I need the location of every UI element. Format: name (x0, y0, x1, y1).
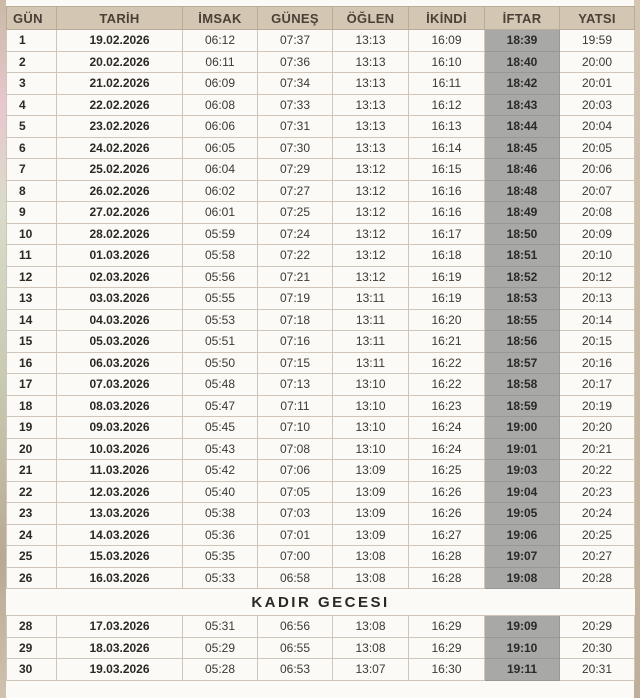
cell-gun: 14 (7, 309, 57, 331)
cell-oglen: 13:08 (333, 546, 409, 568)
cell-gunes: 07:19 (258, 288, 333, 310)
cell-tarih: 04.03.2026 (57, 309, 183, 331)
cell-ikindi: 16:27 (409, 524, 485, 546)
cell-gun: 10 (7, 223, 57, 245)
cell-ikindi: 16:22 (409, 374, 485, 396)
cell-ikindi: 16:20 (409, 309, 485, 331)
table-row (7, 288, 635, 310)
cell-gun: 7 (7, 159, 57, 181)
cell-gunes: 06:55 (258, 637, 333, 659)
cell-iftar: 18:44 (485, 116, 560, 138)
cell-gunes: 07:11 (258, 395, 333, 417)
cell-ikindi: 16:24 (409, 417, 485, 439)
cell-oglen: 13:08 (333, 616, 409, 638)
table-row (7, 481, 635, 503)
cell-iftar: 18:56 (485, 331, 560, 353)
cell-iftar: 18:39 (485, 30, 560, 52)
kadir-gecesi-label: KADIR GECESI (7, 589, 635, 616)
kadir-gecesi-row (7, 589, 635, 616)
cell-imsak: 05:29 (183, 637, 258, 659)
cell-gunes: 07:34 (258, 73, 333, 95)
table-row (7, 567, 635, 589)
table-row (7, 266, 635, 288)
cell-gunes: 07:29 (258, 159, 333, 181)
cell-yatsi: 20:00 (560, 51, 635, 73)
cell-gun: 23 (7, 503, 57, 525)
header-imsak: İMSAK (183, 7, 258, 30)
cell-yatsi: 20:29 (560, 616, 635, 638)
cell-oglen: 13:13 (333, 51, 409, 73)
cell-yatsi: 20:23 (560, 481, 635, 503)
cell-tarih: 12.03.2026 (57, 481, 183, 503)
cell-imsak: 05:43 (183, 438, 258, 460)
table-body (7, 30, 635, 681)
cell-imsak: 05:42 (183, 460, 258, 482)
cell-tarih: 16.03.2026 (57, 567, 183, 589)
cell-oglen: 13:11 (333, 352, 409, 374)
cell-iftar: 18:40 (485, 51, 560, 73)
cell-ikindi: 16:10 (409, 51, 485, 73)
cell-tarih: 11.03.2026 (57, 460, 183, 482)
cell-oglen: 13:10 (333, 438, 409, 460)
cell-tarih: 25.02.2026 (57, 159, 183, 181)
cell-tarih: 15.03.2026 (57, 546, 183, 568)
cell-iftar: 18:45 (485, 137, 560, 159)
cell-tarih: 27.02.2026 (57, 202, 183, 224)
cell-imsak: 05:28 (183, 659, 258, 681)
cell-gun: 21 (7, 460, 57, 482)
header-tarih: TARİH (57, 7, 183, 30)
cell-gun: 18 (7, 395, 57, 417)
cell-yatsi: 20:24 (560, 503, 635, 525)
cell-iftar: 19:08 (485, 567, 560, 589)
cell-iftar: 18:46 (485, 159, 560, 181)
table-row (7, 51, 635, 73)
cell-ikindi: 16:12 (409, 94, 485, 116)
cell-gun: 13 (7, 288, 57, 310)
cell-yatsi: 20:31 (560, 659, 635, 681)
table-row (7, 245, 635, 267)
cell-imsak: 06:05 (183, 137, 258, 159)
cell-iftar: 19:09 (485, 616, 560, 638)
cell-tarih: 21.02.2026 (57, 73, 183, 95)
cell-gun: 29 (7, 637, 57, 659)
cell-iftar: 19:10 (485, 637, 560, 659)
cell-yatsi: 20:03 (560, 94, 635, 116)
cell-ikindi: 16:16 (409, 202, 485, 224)
cell-oglen: 13:11 (333, 309, 409, 331)
header-oglen: ÖĞLEN (333, 7, 409, 30)
header-ikindi: İKİNDİ (409, 7, 485, 30)
cell-tarih: 28.02.2026 (57, 223, 183, 245)
cell-gunes: 07:13 (258, 374, 333, 396)
cell-gun: 2 (7, 51, 57, 73)
cell-imsak: 05:53 (183, 309, 258, 331)
cell-gunes: 07:27 (258, 180, 333, 202)
cell-imsak: 05:31 (183, 616, 258, 638)
cell-iftar: 19:01 (485, 438, 560, 460)
cell-gun: 1 (7, 30, 57, 52)
cell-oglen: 13:12 (333, 159, 409, 181)
cell-iftar: 18:48 (485, 180, 560, 202)
table-row (7, 417, 635, 439)
cell-gun: 17 (7, 374, 57, 396)
table-row (7, 331, 635, 353)
header-yatsi: YATSI (560, 7, 635, 30)
cell-imsak: 05:38 (183, 503, 258, 525)
cell-yatsi: 20:05 (560, 137, 635, 159)
cell-oglen: 13:10 (333, 395, 409, 417)
table-row (7, 223, 635, 245)
cell-imsak: 05:58 (183, 245, 258, 267)
cell-imsak: 05:51 (183, 331, 258, 353)
cell-iftar: 19:06 (485, 524, 560, 546)
cell-oglen: 13:13 (333, 30, 409, 52)
table-row (7, 395, 635, 417)
cell-gunes: 07:01 (258, 524, 333, 546)
cell-ikindi: 16:19 (409, 266, 485, 288)
cell-iftar: 18:53 (485, 288, 560, 310)
cell-gunes: 06:58 (258, 567, 333, 589)
cell-ikindi: 16:19 (409, 288, 485, 310)
cell-imsak: 06:09 (183, 73, 258, 95)
cell-gun: 30 (7, 659, 57, 681)
cell-iftar: 18:50 (485, 223, 560, 245)
header-gun: GÜN (7, 7, 57, 30)
cell-gunes: 07:06 (258, 460, 333, 482)
cell-iftar: 18:42 (485, 73, 560, 95)
cell-tarih: 03.03.2026 (57, 288, 183, 310)
cell-iftar: 19:11 (485, 659, 560, 681)
cell-gunes: 07:25 (258, 202, 333, 224)
cell-yatsi: 20:08 (560, 202, 635, 224)
cell-gunes: 07:30 (258, 137, 333, 159)
cell-ikindi: 16:15 (409, 159, 485, 181)
cell-gunes: 06:56 (258, 616, 333, 638)
cell-oglen: 13:12 (333, 202, 409, 224)
cell-oglen: 13:12 (333, 245, 409, 267)
cell-gunes: 07:00 (258, 546, 333, 568)
cell-gunes: 06:53 (258, 659, 333, 681)
cell-imsak: 05:47 (183, 395, 258, 417)
cell-ikindi: 16:16 (409, 180, 485, 202)
cell-imsak: 05:50 (183, 352, 258, 374)
cell-gun: 6 (7, 137, 57, 159)
cell-gunes: 07:21 (258, 266, 333, 288)
table-row (7, 94, 635, 116)
cell-ikindi: 16:18 (409, 245, 485, 267)
header-iftar: İFTAR (485, 7, 560, 30)
cell-oglen: 13:12 (333, 180, 409, 202)
table-row (7, 352, 635, 374)
cell-ikindi: 16:29 (409, 616, 485, 638)
cell-gunes: 07:05 (258, 481, 333, 503)
cell-gunes: 07:22 (258, 245, 333, 267)
cell-tarih: 08.03.2026 (57, 395, 183, 417)
cell-tarih: 05.03.2026 (57, 331, 183, 353)
cell-imsak: 06:06 (183, 116, 258, 138)
cell-ikindi: 16:14 (409, 137, 485, 159)
cell-yatsi: 20:17 (560, 374, 635, 396)
cell-ikindi: 16:11 (409, 73, 485, 95)
cell-ikindi: 16:25 (409, 460, 485, 482)
cell-yatsi: 20:01 (560, 73, 635, 95)
table-row (7, 137, 635, 159)
cell-gun: 26 (7, 567, 57, 589)
cell-yatsi: 20:20 (560, 417, 635, 439)
cell-tarih: 02.03.2026 (57, 266, 183, 288)
header-gunes: GÜNEŞ (258, 7, 333, 30)
table-row (7, 616, 635, 638)
cell-oglen: 13:09 (333, 503, 409, 525)
cell-gunes: 07:18 (258, 309, 333, 331)
cell-ikindi: 16:26 (409, 503, 485, 525)
cell-imsak: 05:40 (183, 481, 258, 503)
cell-yatsi: 20:06 (560, 159, 635, 181)
cell-gun: 15 (7, 331, 57, 353)
cell-ikindi: 16:29 (409, 637, 485, 659)
cell-tarih: 10.03.2026 (57, 438, 183, 460)
cell-tarih: 18.03.2026 (57, 637, 183, 659)
cell-iftar: 19:05 (485, 503, 560, 525)
cell-gun: 9 (7, 202, 57, 224)
cell-gunes: 07:24 (258, 223, 333, 245)
table-row (7, 546, 635, 568)
cell-tarih: 07.03.2026 (57, 374, 183, 396)
table-row (7, 73, 635, 95)
cell-tarih: 22.02.2026 (57, 94, 183, 116)
cell-tarih: 14.03.2026 (57, 524, 183, 546)
cell-yatsi: 20:07 (560, 180, 635, 202)
cell-iftar: 18:59 (485, 395, 560, 417)
cell-gunes: 07:31 (258, 116, 333, 138)
cell-imsak: 06:11 (183, 51, 258, 73)
cell-gun: 24 (7, 524, 57, 546)
cell-gunes: 07:36 (258, 51, 333, 73)
cell-imsak: 05:33 (183, 567, 258, 589)
table-row (7, 159, 635, 181)
cell-imsak: 05:48 (183, 374, 258, 396)
cell-iftar: 19:00 (485, 417, 560, 439)
cell-oglen: 13:07 (333, 659, 409, 681)
cell-tarih: 24.02.2026 (57, 137, 183, 159)
table-row (7, 116, 635, 138)
cell-oglen: 13:12 (333, 266, 409, 288)
cell-yatsi: 20:10 (560, 245, 635, 267)
cell-yatsi: 20:14 (560, 309, 635, 331)
cell-gunes: 07:08 (258, 438, 333, 460)
cell-iftar: 18:52 (485, 266, 560, 288)
cell-imsak: 05:55 (183, 288, 258, 310)
cell-gunes: 07:15 (258, 352, 333, 374)
cell-oglen: 13:12 (333, 223, 409, 245)
cell-oglen: 13:10 (333, 417, 409, 439)
cell-imsak: 06:12 (183, 30, 258, 52)
cell-yatsi: 20:22 (560, 460, 635, 482)
cell-tarih: 13.03.2026 (57, 503, 183, 525)
cell-yatsi: 20:09 (560, 223, 635, 245)
cell-oglen: 13:13 (333, 137, 409, 159)
table-row (7, 309, 635, 331)
cell-yatsi: 20:15 (560, 331, 635, 353)
cell-gun: 22 (7, 481, 57, 503)
cell-ikindi: 16:28 (409, 567, 485, 589)
cell-yatsi: 20:13 (560, 288, 635, 310)
cell-gun: 8 (7, 180, 57, 202)
cell-ikindi: 16:23 (409, 395, 485, 417)
cell-oglen: 13:10 (333, 374, 409, 396)
cell-imsak: 06:04 (183, 159, 258, 181)
table-row (7, 30, 635, 52)
cell-tarih: 26.02.2026 (57, 180, 183, 202)
cell-yatsi: 20:16 (560, 352, 635, 374)
cell-imsak: 05:35 (183, 546, 258, 568)
cell-ikindi: 16:13 (409, 116, 485, 138)
cell-imsak: 05:59 (183, 223, 258, 245)
cell-iftar: 18:51 (485, 245, 560, 267)
cell-iftar: 19:07 (485, 546, 560, 568)
cell-ikindi: 16:30 (409, 659, 485, 681)
cell-iftar: 19:03 (485, 460, 560, 482)
cell-yatsi: 20:12 (560, 266, 635, 288)
cell-ikindi: 16:09 (409, 30, 485, 52)
cell-tarih: 23.02.2026 (57, 116, 183, 138)
cell-gun: 19 (7, 417, 57, 439)
cell-oglen: 13:11 (333, 288, 409, 310)
cell-tarih: 19.02.2026 (57, 30, 183, 52)
table-row (7, 524, 635, 546)
cell-gun: 25 (7, 546, 57, 568)
cell-iftar: 18:58 (485, 374, 560, 396)
cell-ikindi: 16:17 (409, 223, 485, 245)
cell-gun: 12 (7, 266, 57, 288)
cell-yatsi: 20:04 (560, 116, 635, 138)
table-row (7, 460, 635, 482)
cell-gunes: 07:37 (258, 30, 333, 52)
cell-yatsi: 20:28 (560, 567, 635, 589)
cell-oglen: 13:11 (333, 331, 409, 353)
cell-yatsi: 20:21 (560, 438, 635, 460)
table-row (7, 438, 635, 460)
cell-yatsi: 19:59 (560, 30, 635, 52)
cell-imsak: 05:45 (183, 417, 258, 439)
cell-ikindi: 16:26 (409, 481, 485, 503)
cell-imsak: 06:08 (183, 94, 258, 116)
cell-imsak: 05:56 (183, 266, 258, 288)
cell-ikindi: 16:28 (409, 546, 485, 568)
table-row (7, 202, 635, 224)
cell-oglen: 13:08 (333, 567, 409, 589)
cell-gun: 20 (7, 438, 57, 460)
cell-tarih: 17.03.2026 (57, 616, 183, 638)
cell-imsak: 06:01 (183, 202, 258, 224)
table-row (7, 659, 635, 681)
cell-oglen: 13:09 (333, 481, 409, 503)
cell-yatsi: 20:30 (560, 637, 635, 659)
cell-gun: 28 (7, 616, 57, 638)
table-header-row (7, 7, 635, 30)
cell-imsak: 06:02 (183, 180, 258, 202)
cell-gunes: 07:10 (258, 417, 333, 439)
cell-gunes: 07:33 (258, 94, 333, 116)
cell-tarih: 09.03.2026 (57, 417, 183, 439)
cell-oglen: 13:13 (333, 116, 409, 138)
cell-gun: 11 (7, 245, 57, 267)
cell-oglen: 13:09 (333, 524, 409, 546)
cell-yatsi: 20:19 (560, 395, 635, 417)
cell-ikindi: 16:21 (409, 331, 485, 353)
cell-oglen: 13:13 (333, 94, 409, 116)
cell-iftar: 18:49 (485, 202, 560, 224)
cell-gun: 3 (7, 73, 57, 95)
cell-iftar: 18:43 (485, 94, 560, 116)
cell-gunes: 07:03 (258, 503, 333, 525)
cell-tarih: 19.03.2026 (57, 659, 183, 681)
cell-yatsi: 20:27 (560, 546, 635, 568)
cell-tarih: 20.02.2026 (57, 51, 183, 73)
cell-tarih: 06.03.2026 (57, 352, 183, 374)
table-row (7, 180, 635, 202)
cell-gun: 5 (7, 116, 57, 138)
cell-gun: 4 (7, 94, 57, 116)
cell-ikindi: 16:24 (409, 438, 485, 460)
cell-iftar: 18:57 (485, 352, 560, 374)
cell-oglen: 13:09 (333, 460, 409, 482)
cell-ikindi: 16:22 (409, 352, 485, 374)
cell-yatsi: 20:25 (560, 524, 635, 546)
cell-imsak: 05:36 (183, 524, 258, 546)
cell-iftar: 18:55 (485, 309, 560, 331)
cell-gun: 16 (7, 352, 57, 374)
cell-oglen: 13:13 (333, 73, 409, 95)
cell-tarih: 01.03.2026 (57, 245, 183, 267)
cell-gunes: 07:16 (258, 331, 333, 353)
table-row (7, 374, 635, 396)
table-row (7, 637, 635, 659)
cell-oglen: 13:08 (333, 637, 409, 659)
table-row (7, 503, 635, 525)
prayer-times-table (6, 6, 635, 681)
cell-iftar: 19:04 (485, 481, 560, 503)
